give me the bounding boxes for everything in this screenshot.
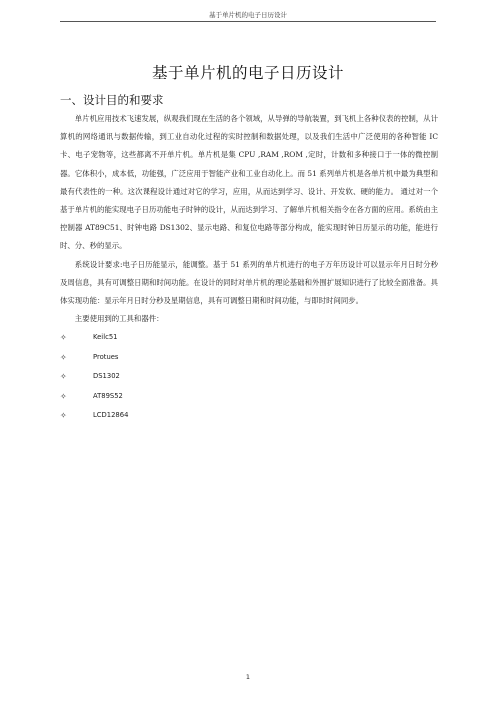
header-rule bbox=[60, 21, 436, 22]
list-item bbox=[60, 367, 438, 387]
document-title: 基于单片机的电子日历设计 bbox=[151, 64, 344, 82]
document-body bbox=[60, 110, 438, 426]
diamond-outline-icon: ✧ bbox=[60, 411, 67, 421]
diamond-outline-icon: ✧ bbox=[60, 352, 67, 362]
list-item bbox=[60, 348, 438, 368]
diamond-outline-icon: ✧ bbox=[60, 333, 67, 343]
page-header: 基于单片机的电子日历设计 bbox=[209, 11, 287, 19]
tool-label: Keilc51 bbox=[93, 333, 118, 342]
paragraph-tools-intro: 主要使用到的工具和器件： bbox=[74, 314, 164, 324]
tool-label: DS1302 bbox=[93, 372, 120, 381]
list-item bbox=[60, 387, 438, 407]
list-item bbox=[60, 406, 438, 426]
paragraph-intro: 单片机应用技术飞速发展，纵观我们现在生活的各个领域，从导弹的导航装置，到飞机上各种仪表的控制，从计算机的网络通讯与数据传输，到工业自动化过程的实时控制和数据处理，以及我们生活中广泛使用的各种智能 IC 卡、电子宠物等，这些都离不开单片机。单片机是集 CPU ,RAM ,ROM ,定时，计数和多种接口于一体的微控制器。它体积小，成本低，功能强，广泛应用于智能产业和工业自动化上。而 51 系列单片机是各单片机中最为典型和最有代表性的一种。这次课程设计通过对它的学习，应用，从而达到学习、设计、开发软、硬的能力。 通过对一个基于单片机的能实现电子日历功能电子时钟的设计，从而达到学习、了解单片机相关指令在各方面的应用。系统由主控制器 AT89C51、时钟电路 DS1302、显示电路、和复位电路等部分构成，能实现时钟日历显示的功能，能进行时、分、秒的显示。 bbox=[60, 114, 438, 251]
section-heading: 一、设计目的和要求 bbox=[60, 93, 164, 107]
diamond-outline-icon: ✧ bbox=[60, 391, 67, 401]
list-item bbox=[60, 328, 438, 348]
paragraph-requirements: 系统设计要求:电子日历能显示，能调整。基于 51 系列的单片机进行的电子万年历设计可以显示年月日时分秒及周信息，具有可调整日期和时间功能。在设计的同时对单片机的理论基础和外围扩展知识进行了比较全面准备。具体实现功能：显示年月日时分秒及星期信息，具有可调整日期和时间功能，与即时时间同步。 bbox=[60, 259, 438, 306]
tools-list bbox=[60, 328, 438, 426]
tool-label: AT89S52 bbox=[93, 391, 123, 400]
page-number: 1 bbox=[245, 673, 251, 681]
tool-label: Protues bbox=[93, 352, 119, 361]
tool-label: LCD12864 bbox=[93, 411, 129, 420]
diamond-outline-icon: ✧ bbox=[60, 372, 67, 382]
